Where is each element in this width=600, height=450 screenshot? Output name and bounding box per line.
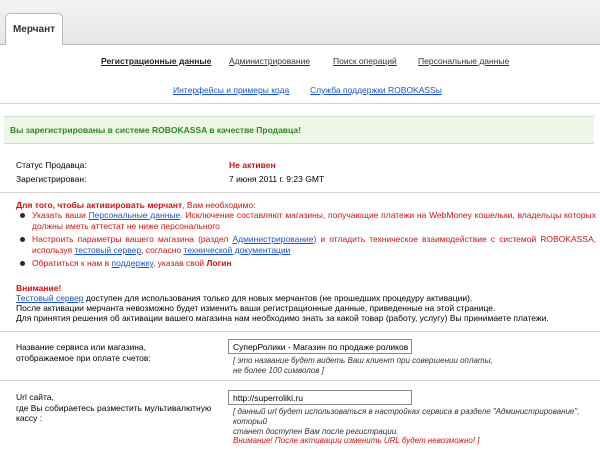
link-test-server-attention[interactable]: Тестовый сервер [16,293,84,303]
text: , согласно [141,244,184,255]
service-name-label [16,342,151,363]
requirement-item-contact-support [18,258,596,269]
nav-registration-data[interactable]: Регистрационные данные [101,56,212,66]
site-url-input[interactable]: http://superroliki.ru [228,390,412,405]
site-url-hint [233,407,593,446]
hint-line: станет доступен Вам после регистрации. [233,426,399,436]
text: Настроить параметры вашего магазина (раздел [32,234,233,244]
attention-line-3: Для принятия решения об активации вашего магазина нам необходимо знать за какой товар (работу, услугу) Вы принимаете платежи. [16,313,549,323]
nav-operation-search[interactable]: Поиск операций [333,56,397,66]
registered-value: 7 июня 2011 г. 9:23 GMT [229,174,325,184]
success-banner [4,116,594,144]
text: , указав свой [152,258,207,268]
text: Обратиться к нам в [32,258,112,268]
requirements-title [16,200,256,210]
text: ) и отладить техническое взаимодействие с системой ROBOKASSA, используя [32,234,596,255]
tab-bar [0,0,600,45]
divider [0,192,600,193]
requirements-title-bold: Для того, чтобы активировать мерчант [16,200,183,210]
text: . Исключение составляют магазины, получающие платежи на WebMoney кошельки, владельцы которых должны иметь аттестат не ниже персонального [32,210,596,231]
requirement-item-personal-data [18,210,596,231]
label-line: Url сайта, [16,392,54,402]
attention-line-1 [16,293,596,303]
attention-title: Внимание! [16,283,62,293]
text: Указать ваши [32,210,89,220]
hint-warning: Внимание! После активации изменить URL будет невозможно! ] [233,436,480,446]
service-name-hint [233,356,493,376]
success-banner-text: Вы зарегистрированы в системе ROBOKASSA в качестве Продавца! [10,125,301,135]
hint-line: не более 100 символов ] [233,365,324,375]
service-name-input[interactable]: СуперРолики - Магазин по продаже роликов [228,339,412,354]
label-line: кассу : [16,413,43,423]
registered-label: Зарегистрирован: [16,174,87,184]
requirement-item-store-settings [18,234,596,255]
attention-block [16,283,596,323]
divider [0,331,600,332]
site-url-label [16,392,211,424]
hint-line: [ это название будет видеть Ваш клиент при совершении оплаты, [233,356,493,365]
nav-administration[interactable]: Администрирование [229,56,311,66]
link-technical-documentation[interactable]: технической документации [183,244,291,255]
nav-personal-data[interactable]: Персональные данные [418,56,510,66]
tab-merchant[interactable]: Мерчант [5,13,63,45]
hint-line: [ данный url будет использоваться в настройках сервиса в разделе "Администрирование", который [233,407,580,426]
divider [0,380,600,381]
divider [0,103,600,104]
text: доступен для использования только для новых мерчантов (не прошедших процедуру активации). [83,293,473,303]
label-line: где Вы собираетесь разместить мультивалютную [16,402,212,413]
seller-status-value: Не активен [229,160,276,170]
link-test-server[interactable]: тестовый сервер [74,244,142,255]
seller-status-label: Статус Продавца: [16,160,87,170]
nav-interfaces-code-examples[interactable]: Интерфейсы и примеры кода [173,85,290,95]
label-line: отображаемое при оплате счетов: [16,352,151,363]
requirements-title-rest: , Вам необходимо: [182,200,256,210]
requirements-list [18,210,596,272]
label-line: Название сервиса или магазина, [16,342,147,352]
nav-support-service[interactable]: Служба поддержки ROBOKASSы [310,85,442,95]
login-emphasis: Логин [206,258,232,268]
link-administration[interactable]: Администрирование [232,234,314,244]
link-personal-data[interactable]: Персональные данные [88,210,181,220]
attention-line-2: После активации мерчанта невозможно будет изменить ваши регистрационные данные, приведенные на этой странице. [16,303,496,313]
link-support[interactable]: поддержку [111,258,153,268]
